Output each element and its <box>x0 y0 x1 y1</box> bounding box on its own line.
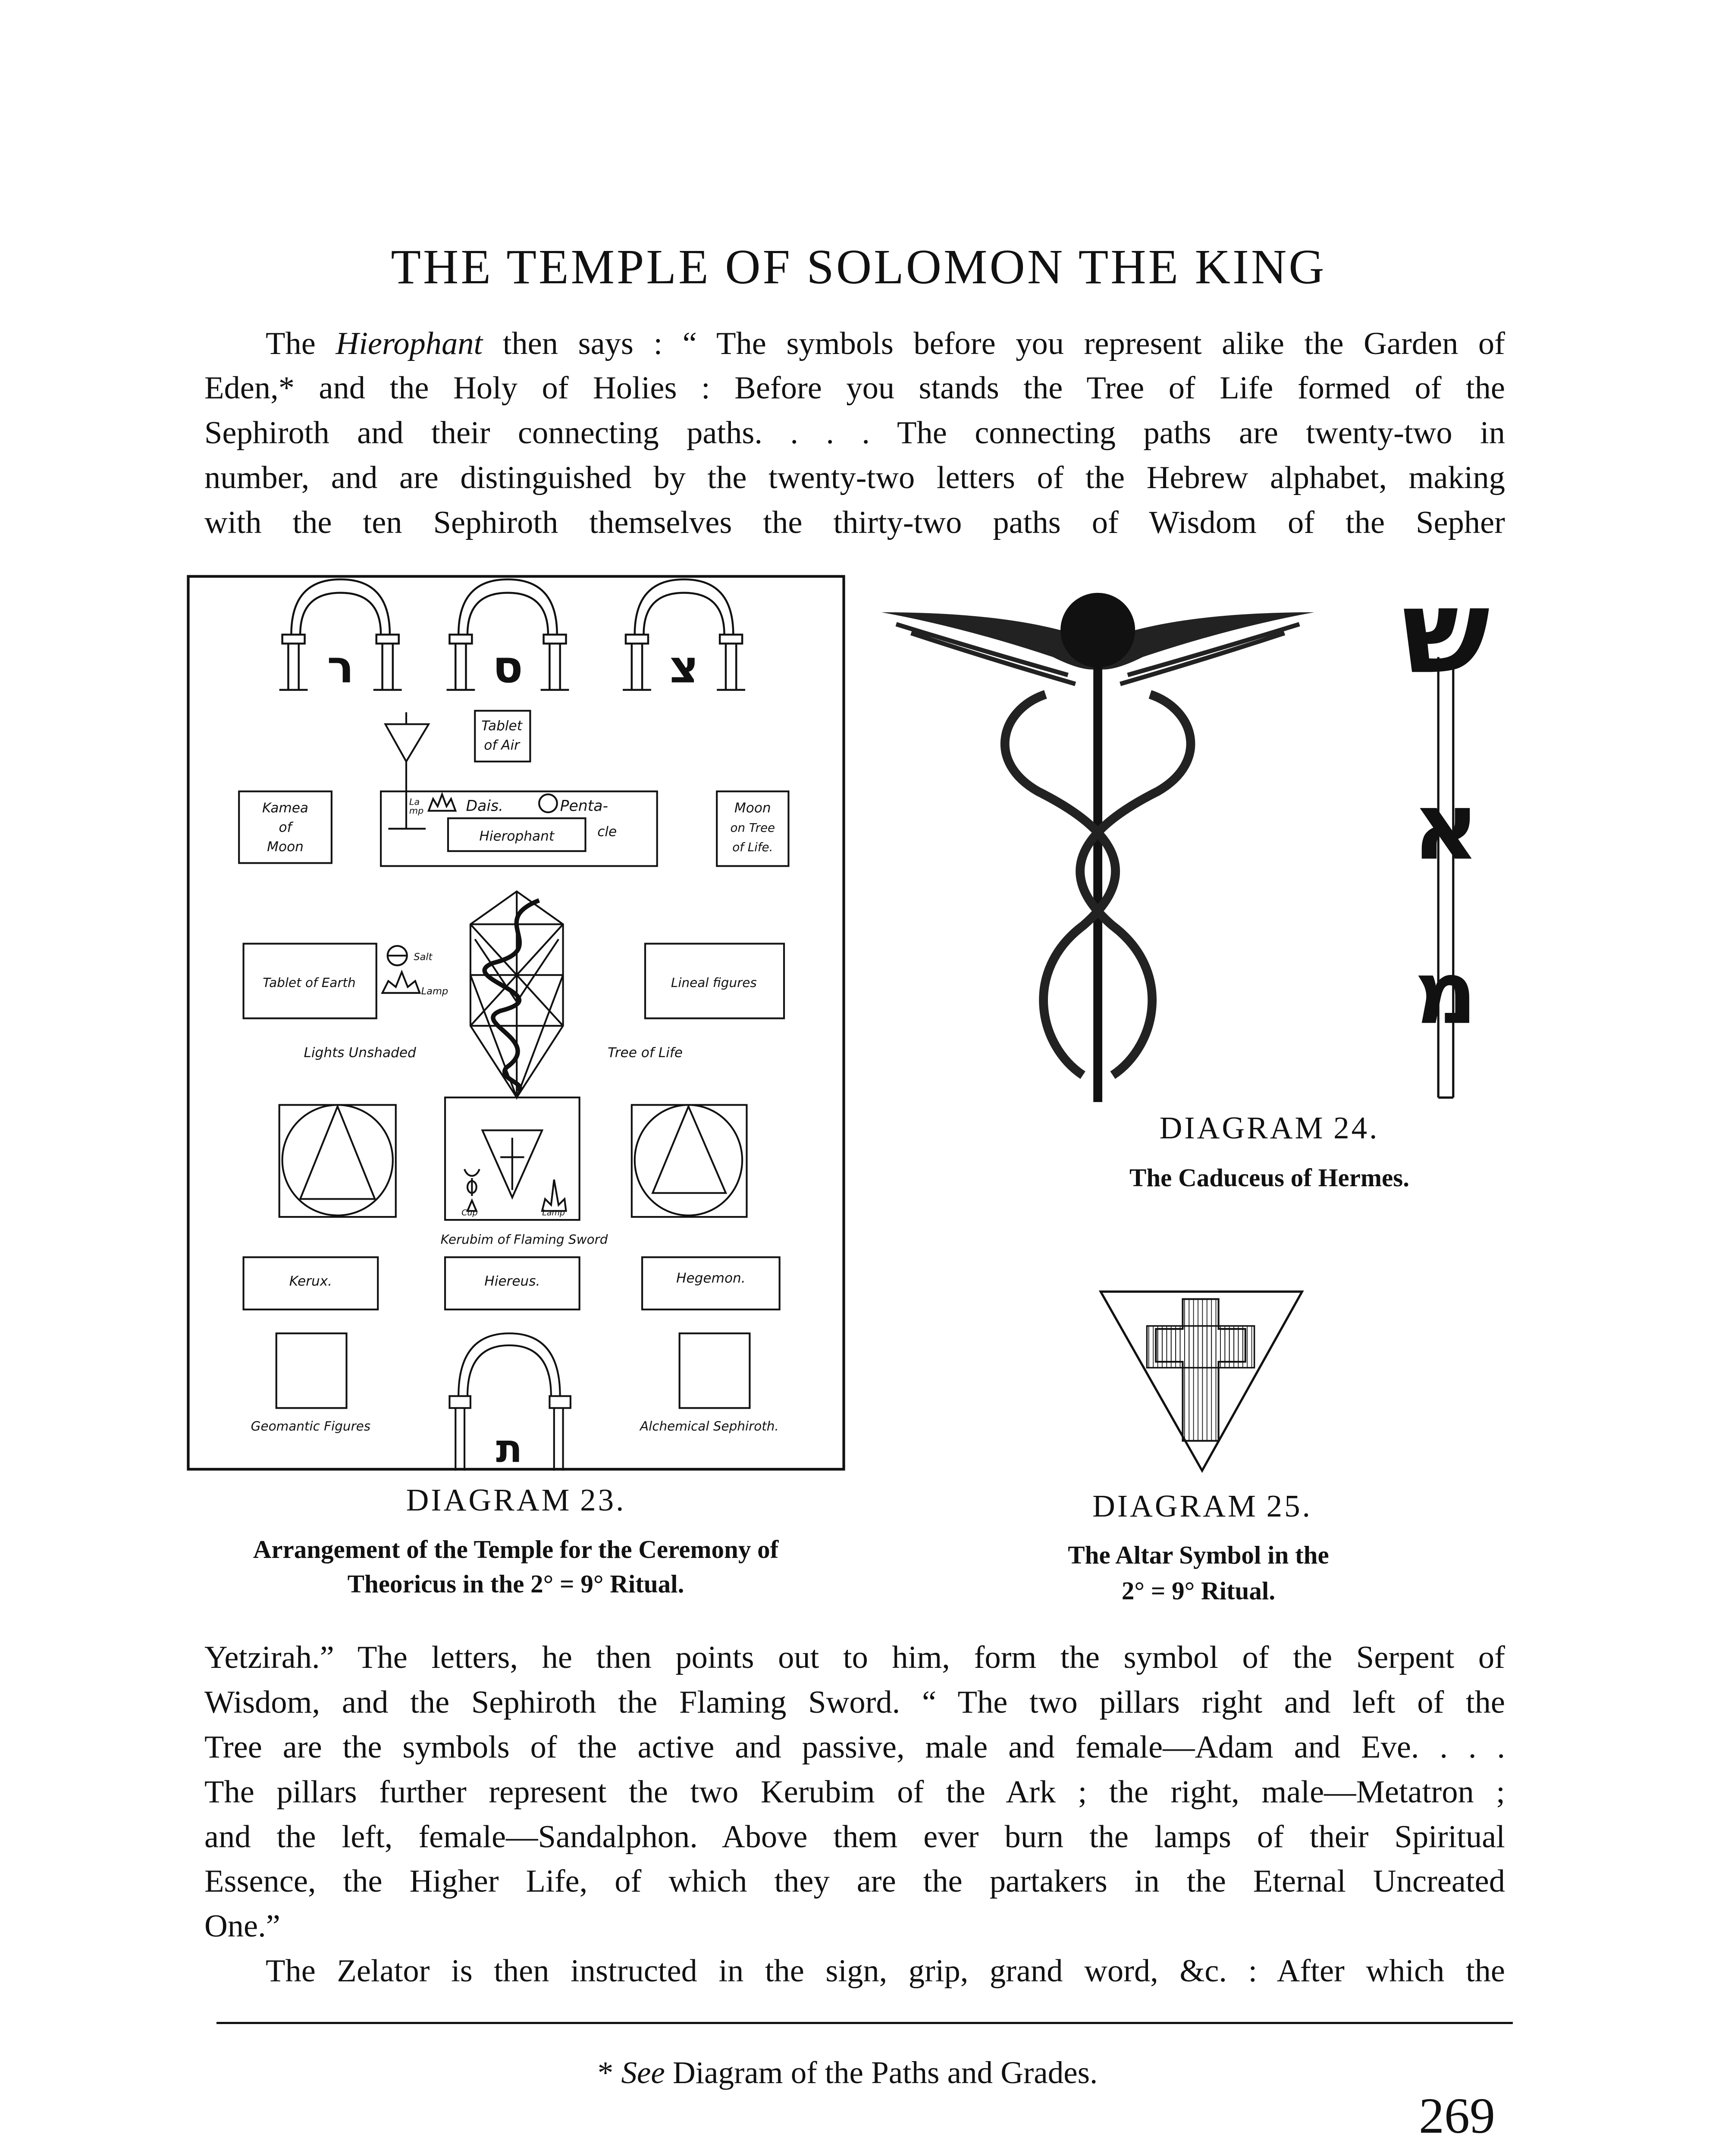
hebrew-letter-tav: ת <box>496 1426 523 1471</box>
lamp-crown-icon <box>429 794 455 811</box>
text-line: Tree are the symbols of the active and passive, male and female—Adam and Eve. . . . <box>204 1730 1505 1765</box>
label-pentacle: cle <box>597 824 617 840</box>
alchemical-box <box>680 1333 750 1408</box>
footnote-mark: * <box>597 2055 621 2090</box>
label-hegemon: Hegemon. <box>676 1270 746 1286</box>
diagram-23-temple-arrangement <box>187 575 845 1471</box>
label-pentacle: Penta- <box>560 797 608 815</box>
diagram-23-caption: Theoricus in the 2° = 9° Ritual. <box>347 1570 684 1598</box>
footnote-text: Diagram of the Paths and Grades. <box>665 2055 1098 2090</box>
label-kamea: Kamea <box>262 800 309 816</box>
diagram-label: DIAGRAM <box>406 1482 572 1517</box>
tree-of-life-figure-icon <box>470 891 563 1097</box>
label-alchemical-sephiroth: Alchemical Sephiroth. <box>640 1419 779 1434</box>
label-moon: Moon <box>734 800 771 816</box>
hebrew-letter-mem: מ <box>1414 943 1477 1044</box>
label-kerubim: Kerubim of Flaming Sword <box>440 1232 608 1247</box>
label-dais: Dais. <box>466 797 504 815</box>
label-kamea: Moon <box>267 839 304 855</box>
hebrew-letter-aleph: א <box>1412 773 1480 881</box>
text-line: The Zelator is then instructed in the sign, grip, grand word, &c. : After which the <box>266 1953 1505 1989</box>
page-title: THE TEMPLE OF SOLOMON THE KING <box>391 239 1327 294</box>
geomantic-box <box>276 1333 347 1408</box>
diagram-23-caption: Arrangement of the Temple for the Ceremony of <box>253 1535 779 1564</box>
lamp-icon <box>383 972 420 993</box>
diagram-number: 25. <box>1266 1489 1312 1523</box>
label-salt: Salt <box>414 951 433 963</box>
label-kerux: Kerux. <box>289 1273 332 1289</box>
diagram-number: 24. <box>1333 1110 1380 1145</box>
label-tree-of-life: Tree of Life <box>608 1045 683 1061</box>
label-cup: Cup <box>461 1208 478 1218</box>
text-line: One.” <box>204 1908 280 1944</box>
text-line: Yetzirah.” The letters, he then points out to him, form the symbol of the Serpent of <box>204 1640 1505 1675</box>
text-fragment: The <box>266 326 336 361</box>
diagram-24-caduceus <box>874 567 1553 1112</box>
label-lamp: Lamp <box>542 1208 565 1218</box>
diagram-25-altar-symbol <box>1090 1284 1314 1478</box>
label-moon: of Life. <box>732 840 773 854</box>
label-kamea: of <box>279 819 292 835</box>
text-line: number, and are distinguished by the twenty-two letters of the Hebrew alphabet, making <box>204 460 1505 495</box>
label-lamp: Lamp <box>421 986 448 997</box>
italic-term: Hierophant <box>336 326 483 361</box>
label-tablet-earth: Tablet of Earth <box>263 975 356 990</box>
label-moon: on Tree <box>730 820 775 835</box>
diagram-25-caption: The Altar Symbol in the <box>1068 1541 1329 1569</box>
label-hiereus: Hiereus. <box>484 1273 540 1289</box>
hebrew-letter-resh: ר <box>327 641 354 693</box>
hebrew-letter-samekh: ס <box>492 641 523 693</box>
diagram-label: DIAGRAM <box>1092 1489 1258 1523</box>
hebrew-letter-tzaddi: צ <box>669 641 699 693</box>
text-line: Essence, the Higher Life, of which they are the partakers in the Eternal Uncreated <box>204 1864 1505 1899</box>
diagram-label: DIAGRAM <box>1159 1110 1325 1145</box>
label-hierophant: Hierophant <box>479 828 555 844</box>
text-line: with the ten Sephiroth themselves the thirty-two paths of Wisdom of the Sepher <box>204 505 1505 540</box>
pentacle-circle-icon <box>539 794 557 812</box>
footnote-divider <box>216 2022 1513 2024</box>
text-line: Wisdom, and the Sephiroth the Flaming Sword. “ The two pillars right and left of the <box>204 1685 1505 1720</box>
label-lineal-figures: Lineal figures <box>671 975 757 990</box>
text-line: and the left, female—Sandalphon. Above them ever burn the lamps of their Spiritual <box>204 1819 1505 1855</box>
page-number: 269 <box>1419 2087 1495 2144</box>
hebrew-letter-shin: ש <box>1402 567 1490 700</box>
text-line: Sephiroth and their connecting paths. . . . The connecting paths are twenty-two in <box>204 415 1505 451</box>
label-tablet-air: Tablet <box>481 718 522 734</box>
text-fragment: then says : “ The symbols before you represent alike the Garden of <box>483 326 1505 361</box>
label-lamp: mp <box>409 805 424 816</box>
footnote <box>448 2053 1247 2092</box>
staff-icon <box>1093 657 1102 1102</box>
label-lamp: La <box>409 796 420 807</box>
text-line: The pillars further represent the two Kerubim of the Ark ; the right, male—Metatron ; <box>204 1774 1505 1810</box>
cup-symbol-icon <box>464 1169 480 1211</box>
label-geomantic-figures: Geomantic Figures <box>251 1419 371 1434</box>
cross-icon <box>1156 1299 1245 1441</box>
diagram-24-caption: The Caduceus of Hermes. <box>1129 1163 1409 1192</box>
diagram-23-heading <box>187 1483 845 1519</box>
label-tablet-air: of Air <box>484 737 520 753</box>
diagram-25-heading <box>1016 1489 1389 1525</box>
text-line <box>266 321 1505 366</box>
footnote-italic: See <box>621 2055 665 2090</box>
cross-triangle-icon <box>483 1130 543 1197</box>
lamp-small-icon <box>542 1180 566 1211</box>
label-lights-unshaded: Lights Unshaded <box>304 1045 416 1061</box>
text-line: Eden,* and the Holy of Holies : Before you stands the Tree of Life formed of the <box>204 370 1505 406</box>
diagram-25-caption: 2° = 9° Ritual. <box>1121 1576 1276 1605</box>
diagram-24-heading <box>1045 1111 1493 1147</box>
diagram-number: 23. <box>580 1482 626 1517</box>
